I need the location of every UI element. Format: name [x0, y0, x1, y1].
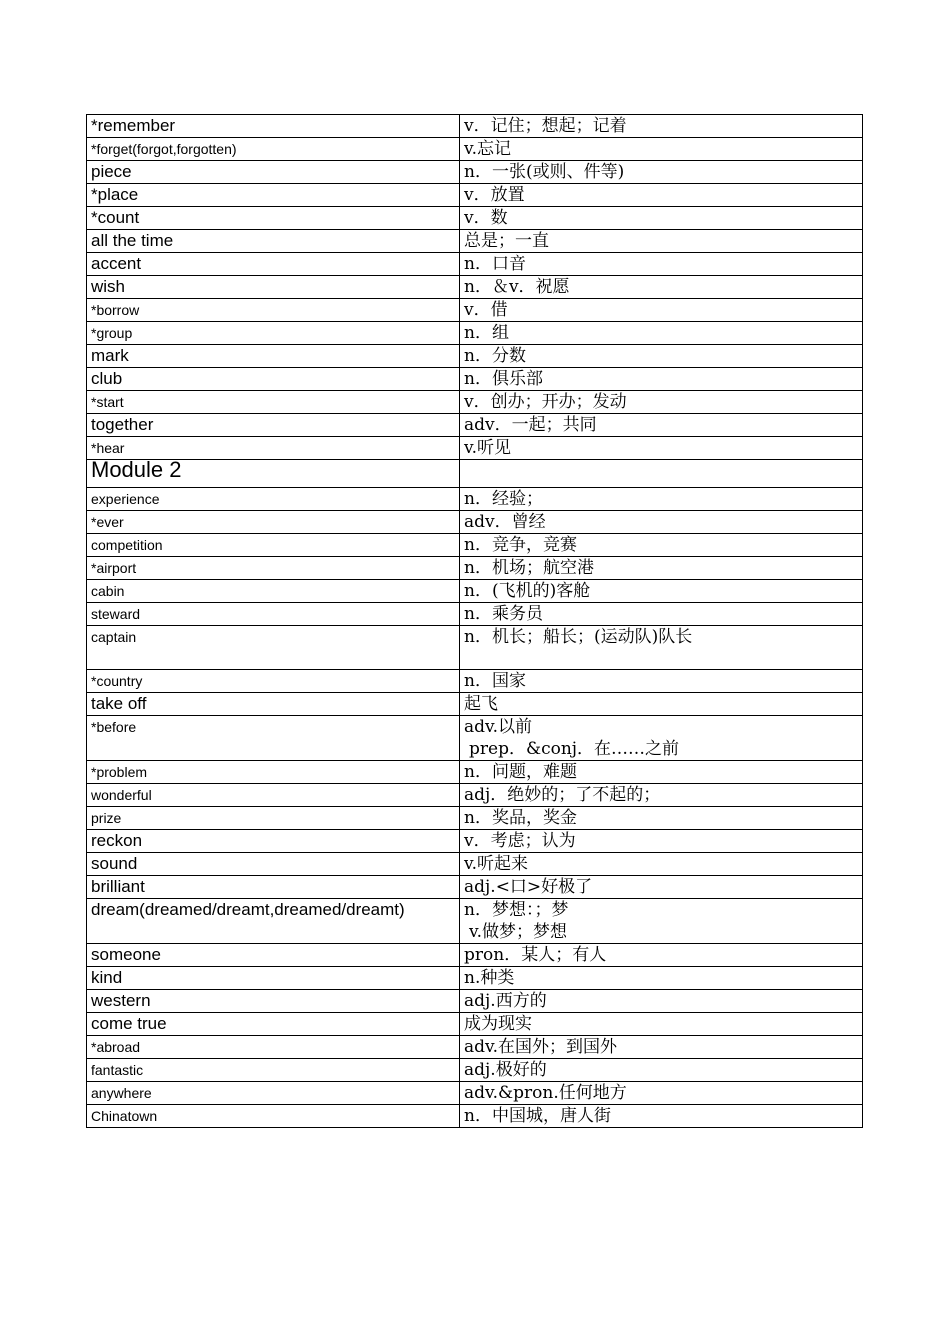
word-cell: experience — [87, 488, 460, 511]
table-row — [87, 1036, 863, 1059]
vocabulary-table — [86, 114, 863, 1128]
word-cell: *hear — [87, 437, 460, 460]
meaning-cell: v．数 — [460, 207, 863, 230]
table-row — [87, 391, 863, 414]
table-row — [87, 1013, 863, 1036]
meaning-cell: n．乘务员 — [460, 603, 863, 626]
table-row — [87, 1105, 863, 1128]
table-row — [87, 368, 863, 391]
meaning-cell: adv．一起；共同 — [460, 414, 863, 437]
meaning-cell: adv.&pron.任何地方 — [460, 1082, 863, 1105]
table-row — [87, 876, 863, 899]
word-cell: *place — [87, 184, 460, 207]
table-row — [87, 899, 863, 944]
word-cell: prize — [87, 807, 460, 830]
table-row — [87, 207, 863, 230]
word-cell: dream(dreamed/dreamt,dreamed/dreamt) — [87, 899, 460, 944]
word-cell: anywhere — [87, 1082, 460, 1105]
table-row — [87, 138, 863, 161]
meaning-cell: n．奖品，奖金 — [460, 807, 863, 830]
meaning-cell: n．组 — [460, 322, 863, 345]
meaning-line: adv.以前 — [464, 717, 533, 737]
word-cell: captain — [87, 626, 460, 670]
table-row — [87, 230, 863, 253]
meaning-cell: v．放置 — [460, 184, 863, 207]
word-cell: club — [87, 368, 460, 391]
meaning-cell: v.听起来 — [460, 853, 863, 876]
table-row — [87, 761, 863, 784]
word-cell: fantastic — [87, 1059, 460, 1082]
meaning-cell: 成为现实 — [460, 1013, 863, 1036]
table-row — [87, 944, 863, 967]
table-row — [87, 161, 863, 184]
table-row — [87, 488, 863, 511]
meaning-cell: 起飞 — [460, 693, 863, 716]
meaning-cell: v．考虑；认为 — [460, 830, 863, 853]
word-cell: together — [87, 414, 460, 437]
word-cell: *airport — [87, 557, 460, 580]
table-row — [87, 322, 863, 345]
meaning-cell: n．一张(或则、件等) — [460, 161, 863, 184]
meaning-cell: n．中国城，唐人街 — [460, 1105, 863, 1128]
meaning-cell: n．经验； — [460, 488, 863, 511]
table-row — [87, 414, 863, 437]
table-row — [87, 716, 863, 761]
meaning-cell — [460, 716, 863, 761]
table-row — [87, 670, 863, 693]
word-cell: piece — [87, 161, 460, 184]
meaning-cell: n．机场；航空港 — [460, 557, 863, 580]
meaning-cell: n.种类 — [460, 967, 863, 990]
word-cell: *ever — [87, 511, 460, 534]
meaning-cell: n．口音 — [460, 253, 863, 276]
meaning-cell: v.听见 — [460, 437, 863, 460]
word-cell: *start — [87, 391, 460, 414]
meaning-cell: v．借 — [460, 299, 863, 322]
table-row — [87, 299, 863, 322]
word-cell: Chinatown — [87, 1105, 460, 1128]
module-heading-row — [87, 460, 863, 488]
table-row — [87, 990, 863, 1013]
table-row — [87, 253, 863, 276]
table-row — [87, 580, 863, 603]
table-row — [87, 830, 863, 853]
table-row — [87, 534, 863, 557]
meaning-cell: v．记住；想起；记着 — [460, 115, 863, 138]
table-row — [87, 693, 863, 716]
word-cell: *country — [87, 670, 460, 693]
word-cell: someone — [87, 944, 460, 967]
module-heading: Module 2 — [87, 460, 460, 488]
word-cell: wish — [87, 276, 460, 299]
table-row — [87, 1059, 863, 1082]
meaning-cell — [460, 460, 863, 488]
meaning-cell: adj.<口>好极了 — [460, 876, 863, 899]
table-row — [87, 511, 863, 534]
word-cell: all the time — [87, 230, 460, 253]
meaning-cell: adv.在国外；到国外 — [460, 1036, 863, 1059]
table-row — [87, 184, 863, 207]
meaning-cell: n．俱乐部 — [460, 368, 863, 391]
meaning-cell: v.忘记 — [460, 138, 863, 161]
meaning-line-2: prep．&conj．在……之前 — [469, 739, 680, 759]
word-cell: *forget(forgot,forgotten) — [87, 138, 460, 161]
table-row — [87, 807, 863, 830]
word-cell: *group — [87, 322, 460, 345]
word-cell: accent — [87, 253, 460, 276]
word-cell: competition — [87, 534, 460, 557]
meaning-cell: n．竞争，竞赛 — [460, 534, 863, 557]
meaning-cell: adj.西方的 — [460, 990, 863, 1013]
table-row — [87, 784, 863, 807]
table-row — [87, 626, 863, 670]
word-cell: cabin — [87, 580, 460, 603]
table-row — [87, 115, 863, 138]
word-cell: *borrow — [87, 299, 460, 322]
table-row — [87, 853, 863, 876]
table-row — [87, 967, 863, 990]
word-cell: *abroad — [87, 1036, 460, 1059]
word-cell: mark — [87, 345, 460, 368]
word-cell: sound — [87, 853, 460, 876]
word-cell: reckon — [87, 830, 460, 853]
word-cell: *count — [87, 207, 460, 230]
meaning-cell: n．机长；船长；(运动队)队长 — [460, 626, 863, 670]
table-row — [87, 276, 863, 299]
table-row — [87, 437, 863, 460]
word-cell: *remember — [87, 115, 460, 138]
meaning-cell: n．国家 — [460, 670, 863, 693]
meaning-cell: v．创办；开办；发动 — [460, 391, 863, 414]
word-cell: brilliant — [87, 876, 460, 899]
meaning-line-2: v.做梦；梦想 — [469, 922, 567, 942]
meaning-cell: pron．某人；有人 — [460, 944, 863, 967]
meaning-cell: n．＆v．祝愿 — [460, 276, 863, 299]
word-cell: *before — [87, 716, 460, 761]
table-row — [87, 345, 863, 368]
word-cell: steward — [87, 603, 460, 626]
meaning-cell — [460, 899, 863, 944]
meaning-cell: adj．绝妙的；了不起的； — [460, 784, 863, 807]
word-cell: take off — [87, 693, 460, 716]
meaning-line: n．梦想：；梦 — [464, 900, 569, 920]
meaning-cell: n．问题，难题 — [460, 761, 863, 784]
meaning-cell: n．(飞机的)客舱 — [460, 580, 863, 603]
meaning-cell: adv．曾经 — [460, 511, 863, 534]
table-row — [87, 557, 863, 580]
word-cell: kind — [87, 967, 460, 990]
meaning-cell: n．分数 — [460, 345, 863, 368]
word-cell: wonderful — [87, 784, 460, 807]
word-cell: *problem — [87, 761, 460, 784]
word-cell: come true — [87, 1013, 460, 1036]
word-cell: western — [87, 990, 460, 1013]
table-row — [87, 603, 863, 626]
meaning-cell: 总是；一直 — [460, 230, 863, 253]
meaning-cell: adj.极好的 — [460, 1059, 863, 1082]
table-row — [87, 1082, 863, 1105]
